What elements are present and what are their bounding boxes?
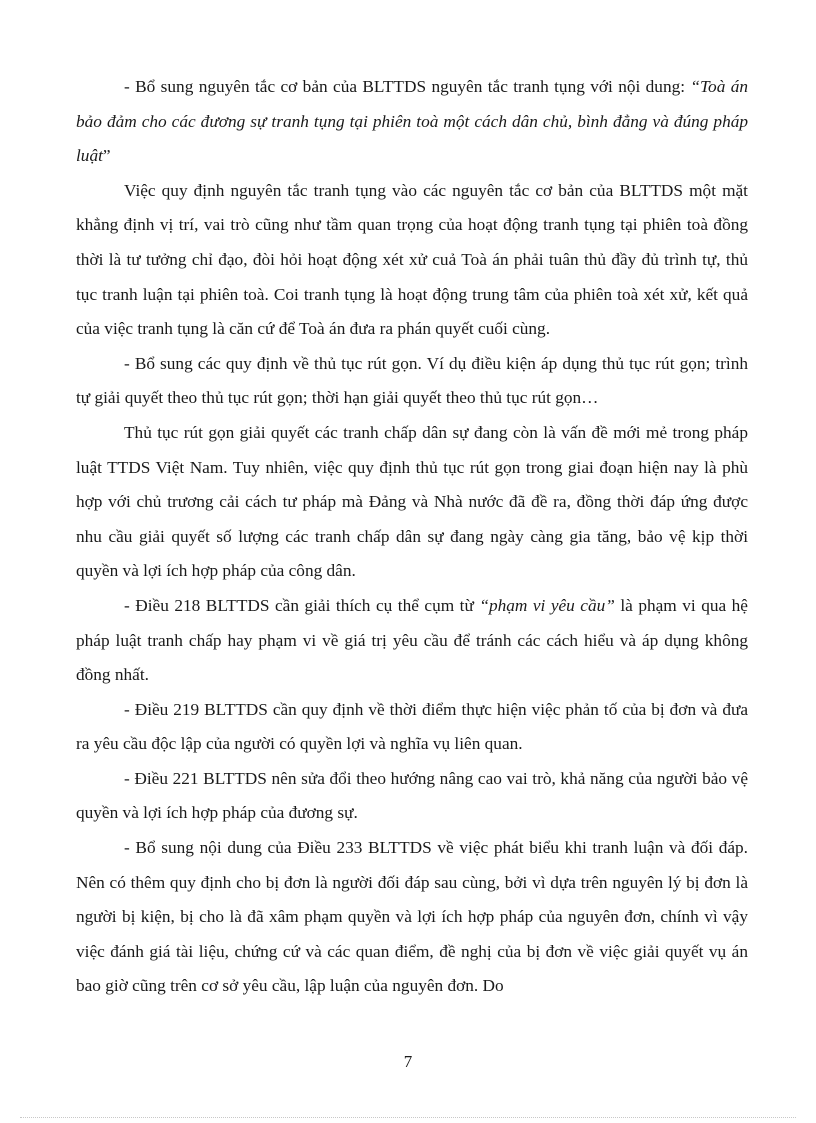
quoted-term: “phạm vi yêu cầu” bbox=[479, 595, 615, 615]
document-body bbox=[76, 70, 748, 1004]
paragraph-principle-adversarial bbox=[76, 70, 748, 174]
paragraph-article-233: - Bổ sung nội dung của Điều 233 BLTTDS về việc phát biểu khi tranh luận và đối đáp. Nên có thêm quy định cho bị đơn là người đối đáp sau cùng, bởi vì dựa trên nguyên lý bị đơn là người bị kiện, bị cho là đã xâm phạm quyền và lợi ích hợp pháp của nguyên đơn, chính vì vậy việc đánh giá tài liệu, chứng cứ và các quan điểm, đề nghị của bị đơn về việc giải quyết vụ án bao giờ cũng trên cơ sở yêu cầu, lập luận của nguyên đơn. Do bbox=[76, 838, 748, 996]
page-number: 7 bbox=[403, 1052, 413, 1071]
paragraph-text-continued: là phạm vi qua hệ pháp luật tranh chấp hay phạm vi về giá trị yêu cầu để tránh các cách hiểu và áp dụng không đồng nhất. bbox=[76, 595, 748, 685]
paragraph-text: - Bổ sung nguyên tắc cơ bản của BLTTDS nguyên tắc tranh tụng với nội dung: bbox=[124, 77, 691, 96]
quoted-principle-text: “Toà án bảo đảm cho các đương sự tranh tụng tại phiên toà một cách dân chủ, bình đẳng và đúng pháp luật bbox=[76, 77, 749, 166]
paragraph-article-218 bbox=[76, 589, 748, 693]
paragraph-article-221: - Điều 221 BLTTDS nên sửa đổi theo hướng nâng cao vai trò, khả năng của người bảo vệ quyền và lợi ích hợp pháp của đương sự. bbox=[76, 768, 748, 823]
paragraph-article-219: - Điều 219 BLTTDS cần quy định về thời điểm thực hiện việc phản tố của bị đơn và đưa ra yêu cầu độc lập của người có quyền lợi và nghĩa vụ liên quan. bbox=[76, 699, 748, 754]
paragraph-simplified-procedure-explanation: Thủ tục rút gọn giải quyết các tranh chấp dân sự đang còn là vấn đề mới mẻ trong pháp luật TTDS Việt Nam. Tuy nhiên, việc quy định thủ tục rút gọn trong giai đoạn hiện nay là phù hợp với chủ trương cải cách tư pháp mà Đảng và Nhà nước đã đề ra, đồng thời đáp ứng được nhu cầu giải quyết số lượng các tranh chấp dân sự đang ngày càng gia tăng, bảo vệ kịp thời quyền và lợi ích hợp pháp của công dân. bbox=[76, 422, 748, 581]
page-bottom-divider bbox=[20, 1117, 796, 1118]
closing-quote: ” bbox=[102, 146, 111, 166]
paragraph-simplified-procedure: - Bổ sung các quy định về thủ tục rút gọn. Ví dụ điều kiện áp dụng thủ tục rút gọn; trình tự giải quyết theo thủ tục rút gọn; thời hạn giải quyết theo thủ tục rút gọn… bbox=[76, 353, 748, 408]
paragraph-text: - Điều 218 BLTTDS cần giải thích cụ thể cụm từ bbox=[124, 595, 480, 615]
paragraph-adversarial-explanation: Việc quy định nguyên tắc tranh tụng vào các nguyên tắc cơ bản của BLTTDS một mặt khẳng định vị trí, vai trò cũng như tầm quan trọng của hoạt động tranh tụng tại phiên toà đồng thời là tư tưởng chỉ đạo, đòi hỏi hoạt động xét xử cuả Toà án phải tuân thủ đầy đủ trình tự, thủ tục tranh luận tại phiên toà. Coi tranh tụng là hoạt động trung tâm của phiên toà xét xử, kết quả của việc tranh tụng là căn cứ để Toà án đưa ra phán quyết cuối cùng. bbox=[76, 180, 748, 339]
